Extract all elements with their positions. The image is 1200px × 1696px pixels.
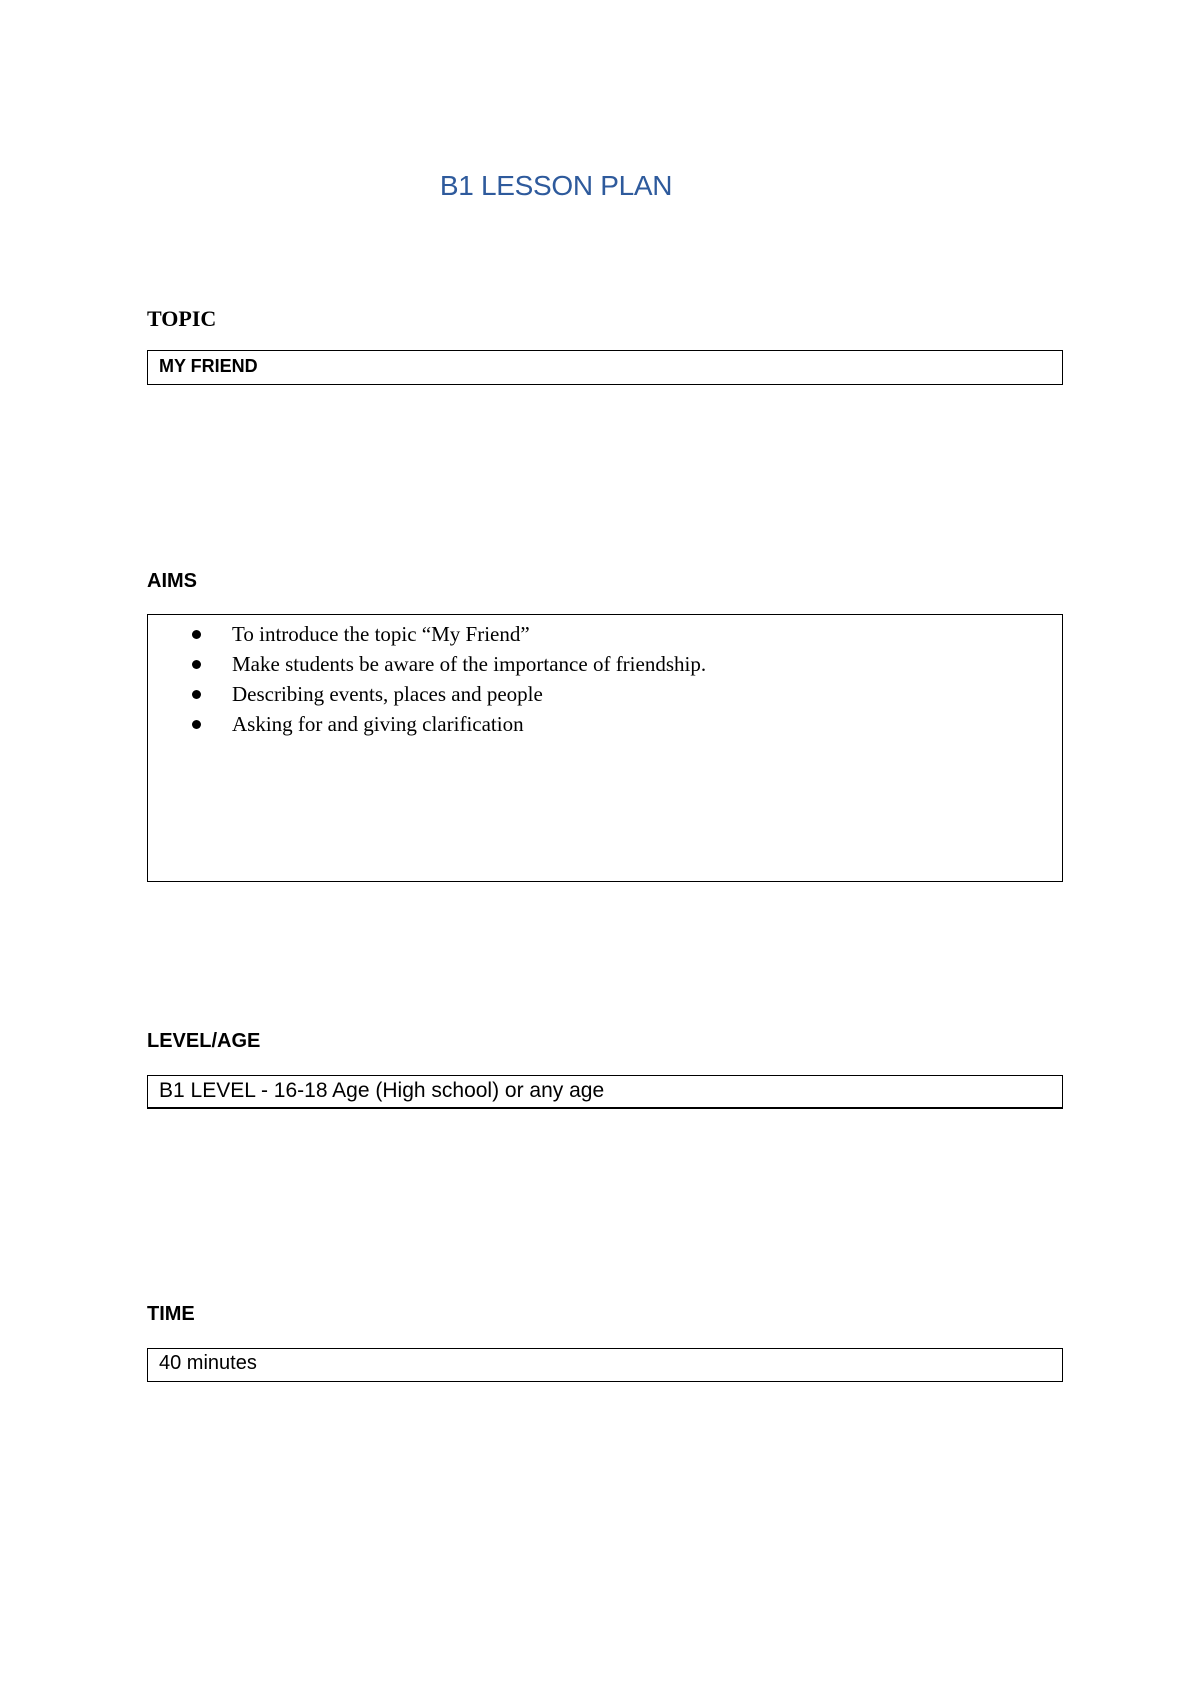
bullet-icon <box>192 630 201 639</box>
document-title: B1 LESSON PLAN <box>439 170 673 201</box>
aims-box <box>147 614 1063 882</box>
topic-box <box>147 350 1063 385</box>
list-item <box>192 649 706 679</box>
level-age-heading: LEVEL/AGE <box>147 1030 261 1052</box>
bullet-icon <box>192 660 201 669</box>
list-item <box>192 709 706 739</box>
bullet-icon <box>192 690 201 699</box>
level-age-value: B1 LEVEL - 16-18 Age (High school) or any age <box>159 1079 605 1102</box>
bullet-icon <box>192 720 201 729</box>
aims-item-text: Make students be aware of the importance of friendship. <box>232 652 707 676</box>
aims-item-text: Asking for and giving clarification <box>232 712 524 736</box>
list-item <box>192 679 706 709</box>
time-box <box>147 1348 1063 1382</box>
time-value: 40 minutes <box>159 1352 257 1374</box>
topic-heading: TOPIC <box>147 306 217 331</box>
topic-value: MY FRIEND <box>159 356 258 376</box>
aims-item-text: Describing events, places and people <box>232 682 543 706</box>
aims-item-text: To introduce the topic “My Friend” <box>232 622 530 646</box>
aims-list <box>192 619 706 739</box>
level-age-box <box>147 1075 1063 1109</box>
list-item <box>192 619 706 649</box>
aims-heading: AIMS <box>147 570 197 592</box>
time-heading: TIME <box>147 1303 195 1325</box>
